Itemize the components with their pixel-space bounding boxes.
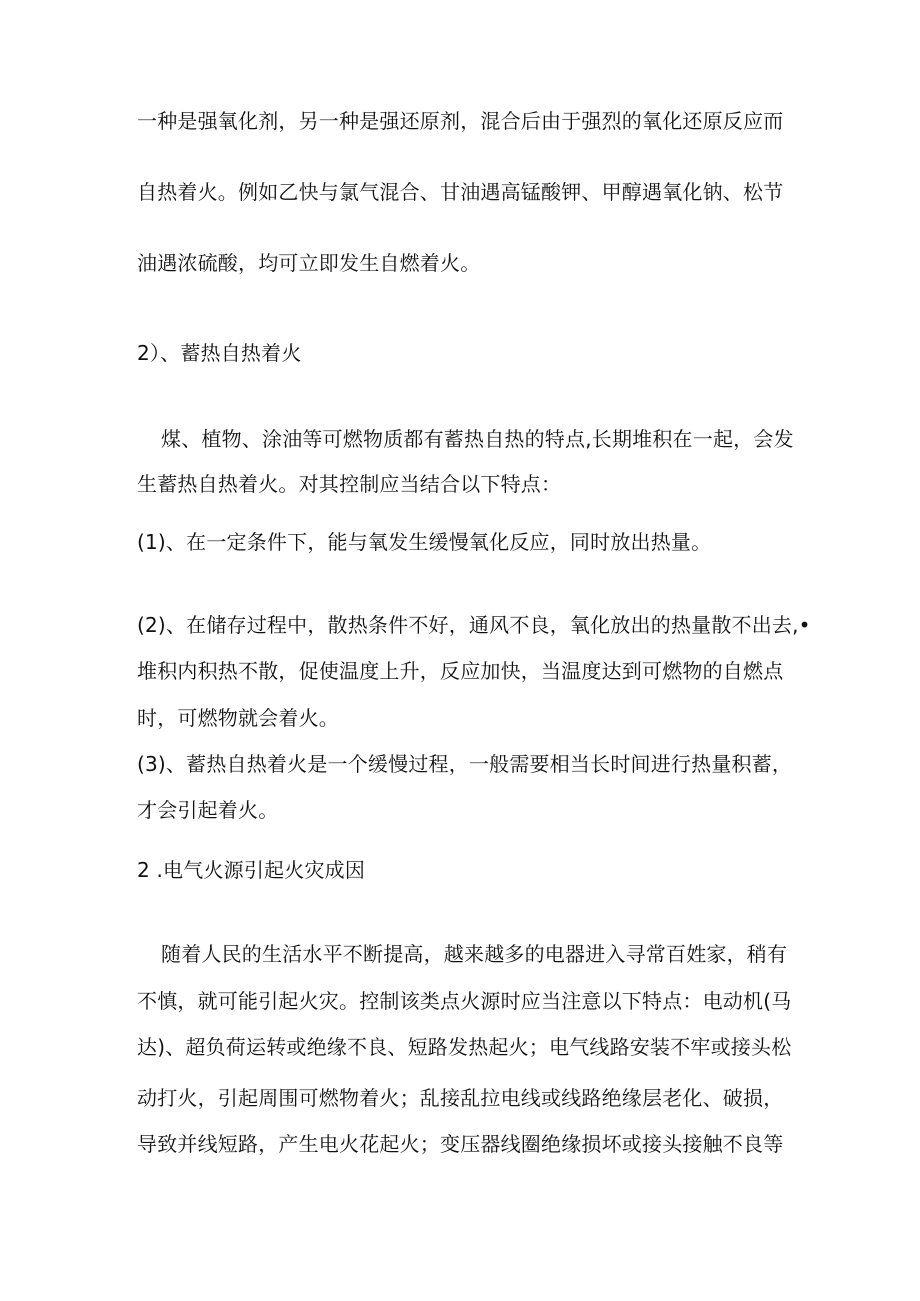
paragraph-line: 才会引起着火。 [137, 798, 279, 822]
paragraph-line: 随着人民的生活水平不断提高，越来越多的电器进入寻常百姓家，稍有 [161, 942, 788, 966]
paragraph-line: 时，可燃物就会着火。 [137, 706, 339, 730]
paragraph-line: 煤、植物、涂油等可燃物质都有蓄热自热的特点,长期堆积在一起，会发 [161, 427, 794, 451]
list-item: (1)、在一定条件下，能与氧发生缓慢氧化反应，同时放出热量。 [137, 530, 712, 554]
list-item: (2)、在储存过程中，散热条件不好，通风不良，氧化放出的热量散不出去,• [137, 613, 811, 637]
paragraph-line: 生蓄热自热着火。对其控制应当结合以下特点： [137, 472, 562, 496]
paragraph-line: 一种是强氧化剂，另一种是强还原剂，混合后由于强烈的氧化还原反应而 [137, 109, 784, 133]
paragraph-line: 堆积内积热不散，促使温度上升，反应加快，当温度达到可燃物的自燃点 [137, 659, 784, 683]
paragraph-line: 动打火，引起周围可燃物着火；乱接乱拉电线或线路绝缘层老化、破损， [137, 1086, 784, 1110]
paragraph-line: 达)、超负荷运转或绝缘不良、短路发热起火；电气线路安装不牢或接头松 [137, 1035, 792, 1059]
paragraph-line: 导致并线短路，产生电火花起火；变压器线圈绝缘损坏或接头接触不良等 [137, 1132, 784, 1156]
paragraph-line: 油遇浓硫酸，均可立即发生自燃着火。 [137, 251, 481, 275]
section-heading: 2）、蓄热自热着火 [137, 341, 302, 365]
paragraph-line: 自热着火。例如乙快与氯气混合、甘油遇高锰酸钾、甲醇遇氧化钠、松节 [137, 180, 784, 204]
paragraph-line: 不慎，就可能引起火灾。控制该类点火源时应当注意以下特点：电动机(马 [137, 989, 792, 1013]
list-item: (3)、蓄热自热着火是一个缓慢过程，一般需要相当长时间进行热量积蓄， [137, 752, 793, 776]
section-heading: 2 .电气火源引起火灾成因 [137, 858, 366, 882]
